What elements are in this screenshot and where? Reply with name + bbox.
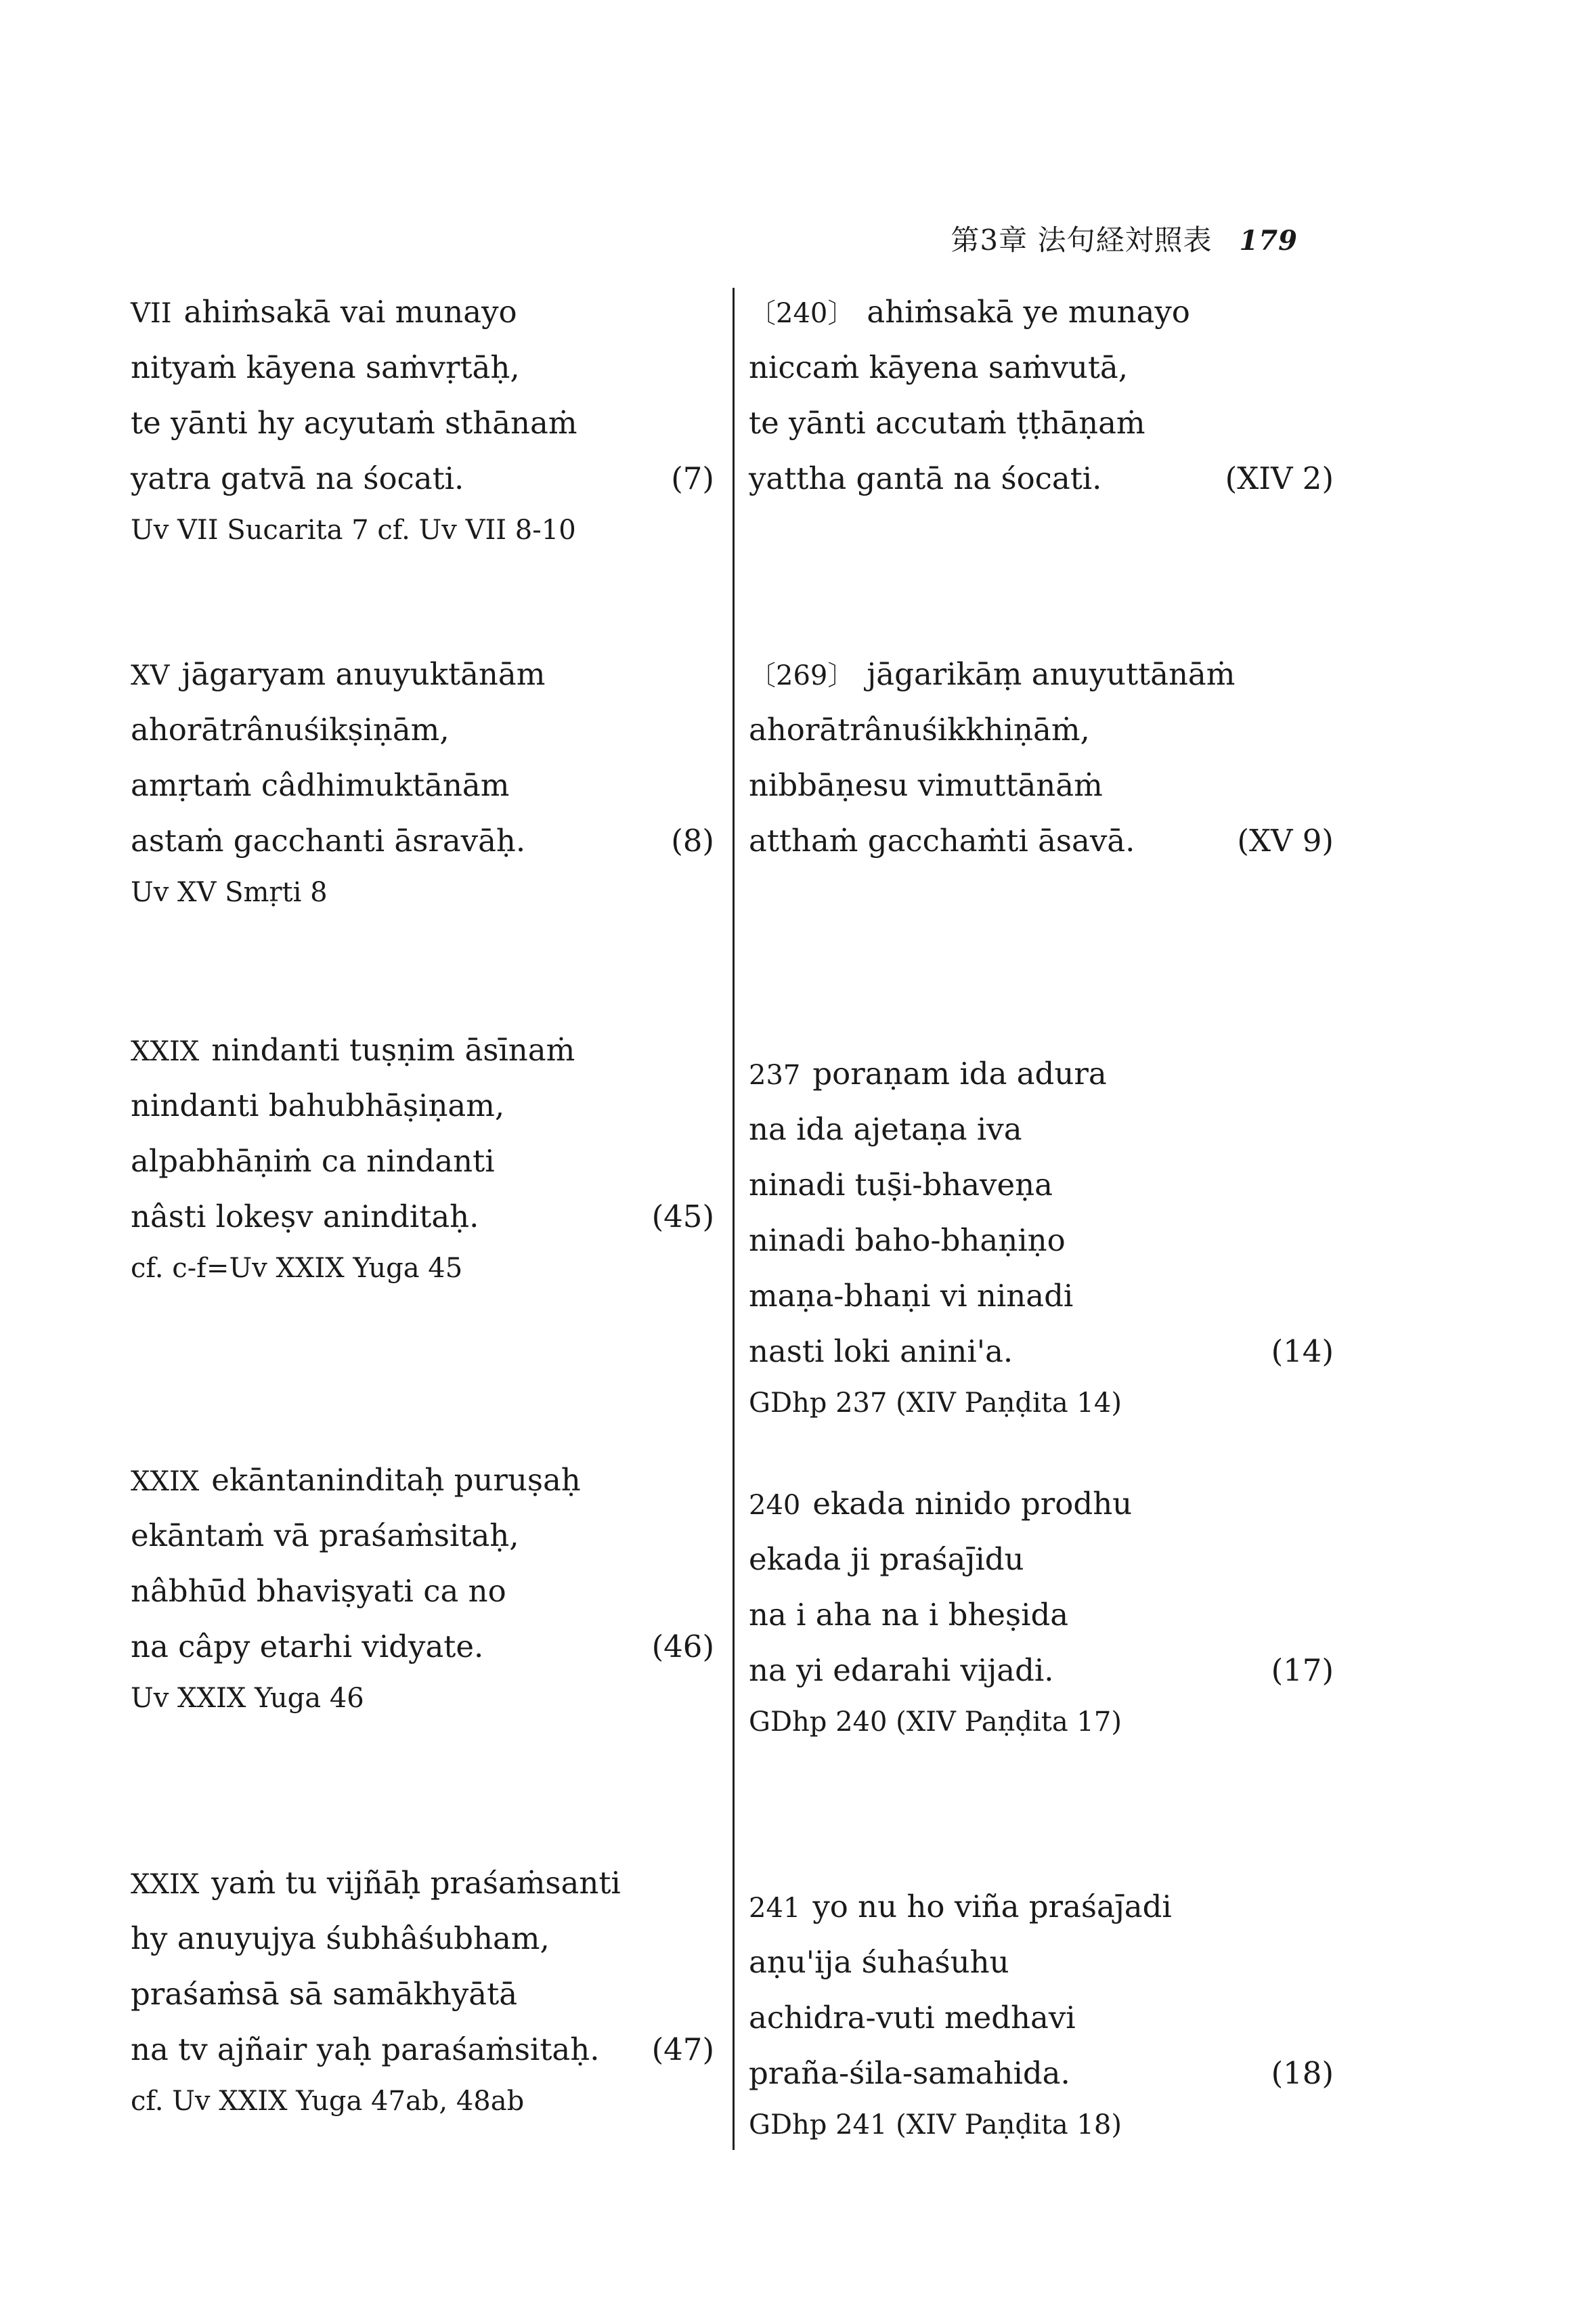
verse-text: ninadi baho-bhaṇiṇo (749, 1222, 1066, 1258)
verse-text: te yānti accutaṁ ṭṭhāṇaṁ (749, 405, 1145, 441)
verse-line (131, 340, 714, 395)
verse-text: praña-śila-samahida. (749, 2055, 1070, 2091)
verse-line (131, 1564, 714, 1619)
verse-line (749, 340, 1334, 395)
verse-line (749, 2046, 1334, 2101)
running-header (951, 218, 1298, 259)
verse-line (749, 1990, 1334, 2046)
verse-text: ahorātrânuśikkhiṇāṁ, (749, 712, 1090, 748)
verse-text: alpabhāṇiṁ ca nindanti (131, 1143, 495, 1179)
verse-text: ahiṁsakā vai munayo (183, 294, 517, 330)
verse-text: ekada ninido prodhu (812, 1486, 1133, 1522)
verse-line (131, 1134, 714, 1189)
verse-number: (XIV 2) (1225, 460, 1334, 496)
verse-entry (131, 1452, 714, 1722)
verse-number: (14) (1271, 1333, 1334, 1369)
verse-prefix: XXIX (131, 1036, 200, 1067)
reference-line: cf. Uv XXIX Yuga 47ab, 48ab (131, 2086, 525, 2117)
verse-line (131, 1508, 714, 1564)
verse-text: hy anuyujya śubhâśubham, (131, 1920, 550, 1956)
chapter-title: 第3章 法句経対照表 (951, 223, 1213, 257)
verse-entry (749, 284, 1334, 507)
verse-entry (131, 647, 714, 916)
verse-prefix: 〔269〕 (749, 660, 855, 691)
reference-line: Uv VII Sucarita 7 cf. Uv VII 8-10 (131, 515, 576, 546)
verse-number: (XV 9) (1237, 823, 1334, 859)
verse-number: (17) (1271, 1652, 1334, 1688)
verse-text: nibbāṇesu vimuttānāṁ (749, 767, 1103, 803)
verse-entry (749, 647, 1334, 869)
verse-line (131, 1452, 714, 1508)
verse-text: jāgarikāṃ anuyuttānāṁ (867, 656, 1236, 692)
verse-line (749, 1324, 1334, 1379)
verse-prefix: 241 (749, 1893, 801, 1924)
verse-line (131, 451, 714, 507)
verse-entry (749, 1879, 1334, 2149)
verse-line (131, 395, 714, 451)
verse-prefix: XXIX (131, 1466, 200, 1497)
verse-line (749, 1587, 1334, 1643)
verse-line (749, 1879, 1334, 1935)
verse-text: poraṇam ida adura (812, 1056, 1107, 1092)
verse-line (749, 1532, 1334, 1587)
reference-line: GDhp 237 (XIV Paṇḍita 14) (749, 1387, 1122, 1419)
verse-text: na ida ajetaṇa iva (749, 1111, 1022, 1147)
verse-text: ekāntaṁ vā praśaṁsitaḥ, (131, 1518, 519, 1553)
reference-line: Uv XXIX Yuga 46 (131, 1683, 364, 1714)
verse-line (131, 284, 714, 340)
verse-text: achidra-vuti medhavi (749, 2000, 1076, 2036)
verse-line (131, 758, 714, 813)
verse-line (749, 1046, 1334, 1102)
verse-line (749, 758, 1334, 813)
reference-line: GDhp 240 (XIV Paṇḍita 17) (749, 1706, 1122, 1738)
verse-line (131, 1911, 714, 1966)
verse-prefix: VII (131, 298, 172, 329)
verse-text: na i aha na i bheṣida (749, 1597, 1069, 1633)
verse-text: na yi edarahi vijadi. (749, 1652, 1054, 1688)
verse-text: ahorātrânuśikṣiṇām, (131, 712, 450, 748)
verse-text: yattha gantā na śocati. (749, 460, 1102, 496)
verse-text: yo nu ho viña praśaj̄adi (812, 1889, 1172, 1924)
verse-line (749, 1102, 1334, 1157)
verse-text: na câpy etarhi vidyate. (131, 1629, 484, 1664)
verse-line (749, 1935, 1334, 1990)
verse-text: ninadi tuṣ̄i-bhaveṇa (749, 1167, 1053, 1203)
verse-line (749, 284, 1334, 340)
verse-text: aṇu'ija śuhaśuhu (749, 1944, 1009, 1980)
verse-text: nindanti tuṣṇim āsīnaṁ (211, 1032, 575, 1068)
verse-prefix: XV (131, 660, 170, 691)
verse-prefix: 〔240〕 (749, 298, 855, 329)
verse-line (749, 395, 1334, 451)
verse-line (749, 1213, 1334, 1268)
verse-text: nasti loki anini'a. (749, 1333, 1013, 1369)
verse-line (749, 451, 1334, 507)
verse-text: yatra gatvā na śocati. (131, 460, 464, 496)
verse-prefix: 237 (749, 1060, 801, 1091)
verse-line (131, 1023, 714, 1078)
verse-line (749, 1476, 1334, 1532)
verse-text: nityaṁ kāyena saṁvṛtāḥ, (131, 349, 520, 385)
verse-text: atthaṁ gacchaṁti āsavā. (749, 823, 1135, 859)
verse-text: nindanti bahubhāṣiṇam, (131, 1088, 505, 1123)
verse-text: maṇa-bhaṇi vi ninadi (749, 1278, 1074, 1314)
verse-number: (46) (651, 1629, 714, 1664)
verse-prefix: XXIX (131, 1869, 200, 1900)
verse-text: na tv ajñair yaḥ paraśaṁsitaḥ. (131, 2031, 600, 2067)
verse-text: astaṁ gacchanti āsravāḥ. (131, 823, 526, 859)
verse-text: amṛtaṁ câdhimuktānām (131, 767, 510, 803)
verse-text: praśaṁsā sā samākhyātā (131, 1976, 518, 2012)
verse-line (131, 702, 714, 758)
verse-number: (7) (671, 460, 714, 496)
verse-entry (131, 1023, 714, 1292)
verse-line (749, 702, 1334, 758)
verse-text: niccaṁ kāyena saṁvutā, (749, 349, 1129, 385)
reference-line: Uv XV Smṛti 8 (131, 877, 328, 908)
verse-line (131, 1189, 714, 1245)
verse-number: (47) (651, 2031, 714, 2067)
column-divider (733, 288, 735, 2150)
verse-text: ekada ji praśaj̄idu (749, 1541, 1024, 1577)
verse-entry (131, 1855, 714, 2125)
reference-line: cf. c-f=Uv XXIX Yuga 45 (131, 1253, 463, 1284)
verse-line (131, 647, 714, 702)
verse-number: (18) (1271, 2055, 1334, 2091)
verse-text: te yānti hy acyutaṁ sthānaṁ (131, 405, 577, 441)
verse-line (131, 1966, 714, 2022)
verse-entry (749, 1046, 1334, 1427)
verse-line (749, 813, 1334, 869)
verse-text: ahiṁsakā ye munayo (867, 294, 1190, 330)
verse-number: (8) (671, 823, 714, 859)
verse-text: nâsti lokeṣv aninditaḥ. (131, 1199, 479, 1234)
verse-line (749, 1268, 1334, 1324)
verse-line (131, 1855, 714, 1911)
verse-line (131, 813, 714, 869)
verse-line (749, 647, 1334, 702)
verse-text: nâbhūd bhaviṣyati ca no (131, 1573, 506, 1609)
verse-text: ekāntaninditaḥ puruṣaḥ (211, 1462, 581, 1498)
verse-text: jāgaryam anuyuktānām (181, 656, 546, 692)
verse-text: yaṁ tu vijñāḥ praśaṁsanti (211, 1865, 621, 1901)
verse-entry (131, 284, 714, 554)
verse-number: (45) (651, 1199, 714, 1234)
verse-line (131, 2022, 714, 2078)
verse-line (749, 1643, 1334, 1698)
verse-line (749, 1157, 1334, 1213)
reference-line: GDhp 241 (XIV Paṇḍita 18) (749, 2109, 1122, 2140)
verse-entry (749, 1476, 1334, 1746)
verse-line (131, 1619, 714, 1675)
page-number: 179 (1239, 225, 1298, 257)
verse-line (131, 1078, 714, 1134)
verse-prefix: 240 (749, 1490, 801, 1521)
